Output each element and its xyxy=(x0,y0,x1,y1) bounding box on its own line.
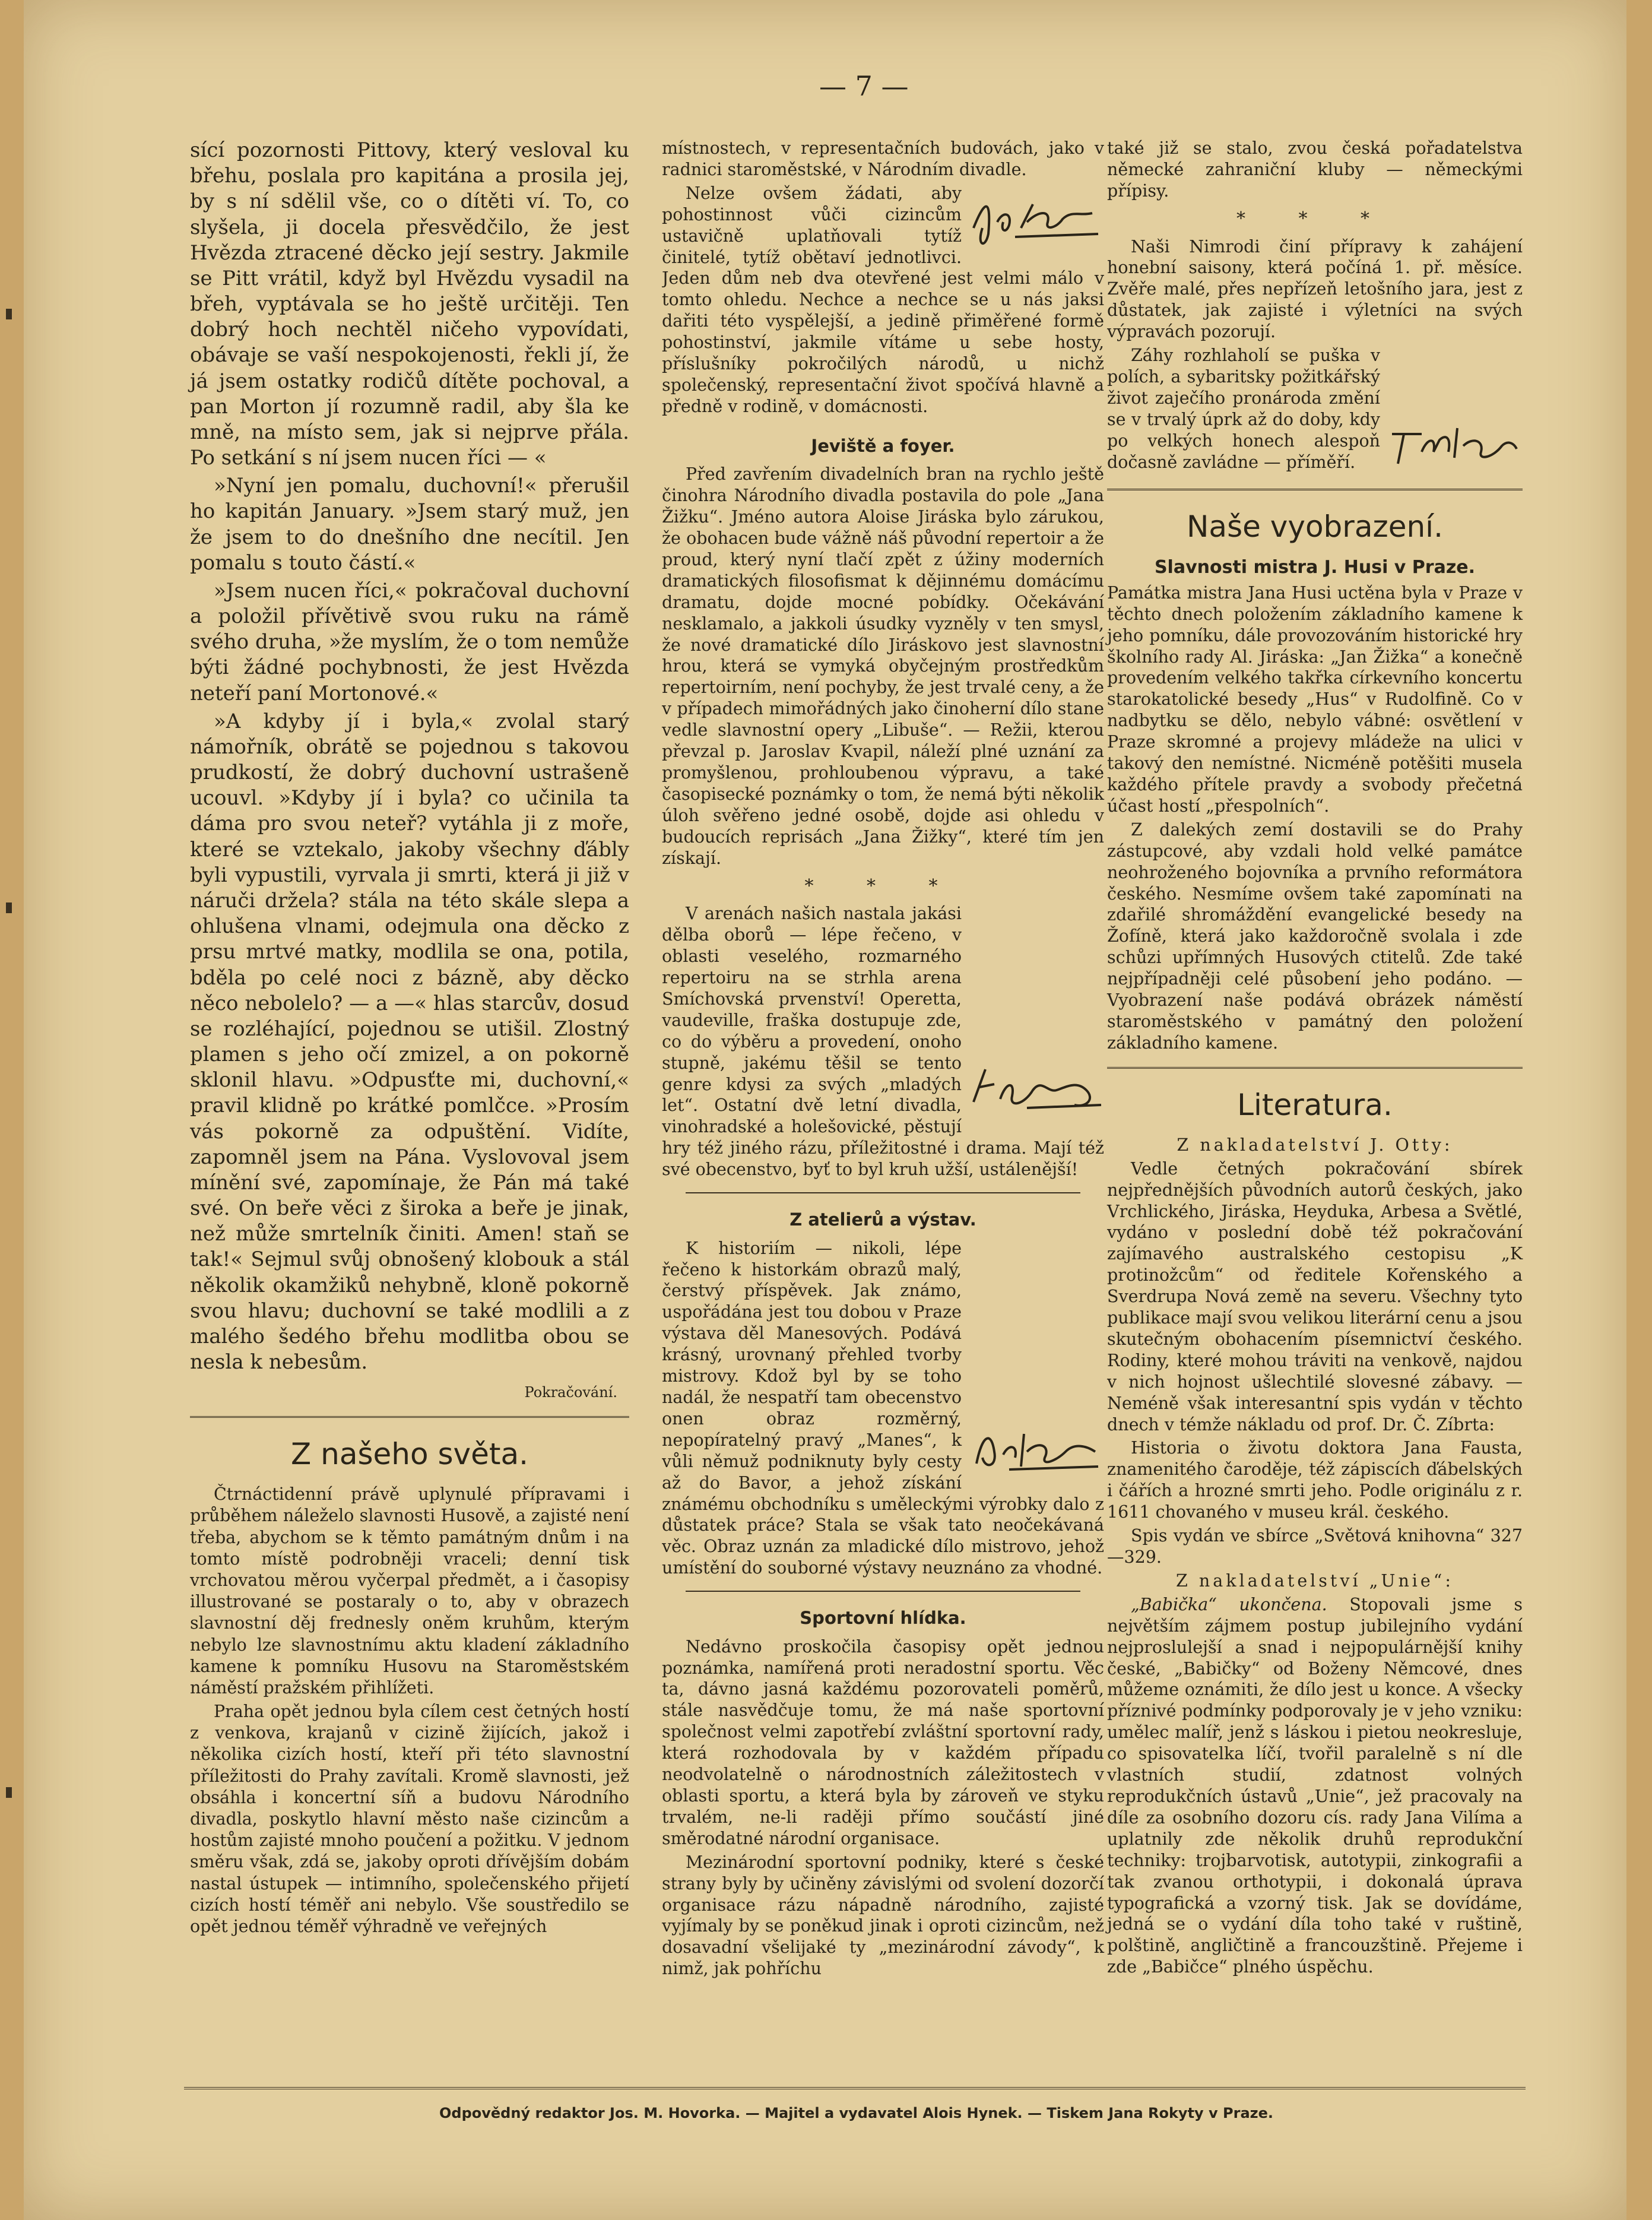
column-2 xyxy=(662,138,1104,1982)
article-paragraph: Spis vydán ve sbírce „Světová knihovna“ 327—329. xyxy=(1107,1526,1523,1567)
article-paragraph: V arenách našich nastala jakási dělba oborů — lépe řečeno, v oblasti veselého, rozmarného repertoiru na se strhla arena Smíchovská prvenství! Operetta, vaudeville, fraška dostupuje zde, co do výběru a provedení, onoho stupně, jakému těšil se tento genre kdysi za svých „mladých let“. Ostatní dvě letní divadla, vinohradské a holešovické, pěstují hry též jiného rázu, příležitostné i drama. Mají též své obecenstvo, byť to byl kruh užší, ustálenější! xyxy=(662,904,1104,1180)
handwritten-signature-icon xyxy=(1386,410,1523,476)
newspaper-page xyxy=(24,0,1626,2220)
article-paragraph: Naši Nimrodi činí přípravy k zahájení honební saisony, která počíná 1. př. měsíce. Zvěře malé, přes nepřízeň letošního jara, jest z důstatek, jak zajisté i výletníci na svých výpravách pozorují. xyxy=(1107,236,1523,342)
section-divider xyxy=(686,1192,1080,1193)
story-paragraph: sící pozornosti Pittovy, který vesloval ku břehu, poslala pro kapitána a prosila jej, by s ní sdělil vše, co o dítěti ví. To, co slyšela, ji docela přesvědčilo, že jest Hvězda ztracené děcko její sestry. Jakmile se Pitt vrátil, když byl Hvězdu vysadil na břeh, vyptávala se ho ještě určitěji. Ten dobrý hoch nechtěl ničeho vypovídati, obávaje se vaší nespokojenosti, řekli jí, že já jsem ostatky rodičů dítěte pochoval, a pan Morton jí rozumně radil, aby šla ke mně, na místo sem, jak si nejprve přála. Po setkání s ní jsem nucen říci — « xyxy=(190,138,629,470)
story-paragraph: »Jsem nucen říci,« pokračoval duchovní a položil přívětivě svou ruku na rámě svého druha, »že myslím, že o tom nemůže býti žádné pochybnosti, že jest Hvězda neteří paní Mortonové.« xyxy=(190,578,629,705)
article-paragraph: Čtrnáctidenní právě uplynulé přípravami i průběhem náleželo slavnosti Husově, a zajisté není třeba, abychom se k těmto památným dnům i na tomto místě podrobněji vraceli; denní tisk vrchovatou měrou vyčerpal předmět, a i časopisy illustrované se postaraly o to, aby v obrazech slavnostní děj frednesly oněm kruhům, kterým nebylo lze slavnostnímu aktu kladení základního kamene k pomníku Husovu na Staroměstském náměstí pražském přihlížeti. xyxy=(190,1484,629,1698)
article-paragraph: K historiím — nikoli, lépe řečeno k historkám obrazů malý, čerstvý příspěvek. Jak známo, uspořádána jest tou dobou v Praze výstava děl Manesových. Podává krásný, urovnaný přehled tvorby mistrovy. Kdož byl by se toho nadál, že nespatří tam obecenstvo onen obraz rozměrný, nepopíratelný pravý „Manes“, k vůli němuž podniknuty byly cesty až do Bavor, a jehož získání známému obchodníku s uměleckými výrobky dalo z důstatek práce? Stala se však tato neočekávaná věc. Obraz uznán za mladické dílo mistrovo, jehož umístění do souborné výstavy neuznáno za vhodné. xyxy=(662,1238,1104,1578)
article-paragraph: Vedle četných pokračování sbírek nejpřednějších původních autorů českých, jako Vrchlického, Jiráska, Heyduka, Arbesa a Světlé, vydáno v poslední době též pokračování zajímavého australského cestopisu „K protinožcům“ od ředitele Kořenského a Sverdrupa Nová země na severu. Všechny tyto publikace mají svou velikou literární cenu a jsou skutečným obohacením písemnictví českého. Rodiny, které mohou tráviti na venkově, najdou v nich hojnost ušlechtilé slovesné zábavy. — Neméně však interesantní spis vydán v těchto dnech v témže nákladu od prof. Dr. Č. Zíbrta: xyxy=(1107,1158,1523,1434)
article-paragraph: Z dalekých zemí dostavili se do Prahy zástupcové, aby vzdali hold velké památce neohroženého bojovníka a prvního reformátora českého. Nesmíme ovšem také zapomínati na zdařilé shromáždění evangelické besedy na Žofíně, která jako každoročně svolala i zde schůzi upřímných Husových ctitelů. Zde také nejpřípadněji celé působení jeho podáno. — Vyobrazení naše podává obrázek náměstí staroměstského v památný den položení základního kamene. xyxy=(1107,819,1523,1053)
article-paragraph: Před zavřením divadelních bran na rychlo ještě činohra Národního divadla postavila do pole „Jana Žižku“. Jméno autora Aloise Jiráska bylo zárukou, že obohacen bude vážně náš původní repertoir a že proud, který nyní tlačí zpět z úžiny moderních dramatických filosofismat k dějinnému domácímu dramatu, dojde mocné pobídky. Očekávání nesklamalo, a jakkoli úsudky vyzněly v ten smysl, že nové dramatické dílo Jiráskovo jest slavnostní hrou, která se vymyká obyčejným prostředkům repertoirním, není pochyby, že jest trvalé ceny, a že v případech mimořádných jako činoherní dílo stane vedle slavnostní opery „Libuše“. — Režii, kterou převzal p. Jaroslav Kvapil, náleží plné uznání za promyšlenou, prohloubenou výpravu, a také časopisecké poznámky o tom, že nemá býti několik úloh svěřeno jedné osobě, dojde asi ohledu v budoucích reprisách „Jana Žižky“, které tím jen získají. xyxy=(662,464,1104,868)
section-title-z-atelieru: Z atelierů a výstav. xyxy=(789,1209,976,1230)
paragraph-with-signature xyxy=(1107,345,1523,476)
section-title-sportovni-hlidka: Sportovní hlídka. xyxy=(800,1608,966,1629)
publisher-heading: Z nakladatelství „Unie“: xyxy=(1176,1570,1454,1591)
article-paragraph: také již se stalo, zvou česká pořadatelstva německé zahraniční kluby — německými přípisy. xyxy=(1107,138,1523,201)
article-paragraph: Historia o životu doktora Jana Fausta, znamenitého čaroděje, též zápiscích ďábelských i čářích a hrozné smrti jeho. Podle originálu z r. 1611 chovaného v museu král. českého. xyxy=(1107,1438,1523,1522)
page-number: — 7 — xyxy=(819,70,909,102)
column-3 xyxy=(1107,138,1523,1980)
article-paragraph: Nedávno proskočila časopisy opět jednou poznámka, namířená proti neradostní sportu. Věc ta, dávno jasná každému pozorovateli poměrů, stále nasvědčuje tomu, že má naše sportovní společnost velmi zapotřebí zvláštní sportovní rady, která rozhodovala by v každém případu neodvolatelně o národnostních záležitostech v oblasti sportu, a která byla by zároveň ve styku trvalém, ne-li raději přímo součástí jiné směrodatné národní organisace. xyxy=(662,1636,1104,1848)
column-1 xyxy=(190,138,629,1940)
article-paragraph: Nelze ovšem žádati, aby pohostinnost vůči cizincům ustavičně uplatňovali tytíž činitelé, tytíž obětaví jednotlivci. Jeden dům neb dva otevřené jest velmi málo v tomto ohledu. Nechce a nechce se u nás jaksi dařiti této vyspělejší, a jedině přiměřené formě pohostinství, jakmile vítáme u sebe hosty, příslušníky pokročilých národů, u nichž společenský, representační život spočívá hlavně a předně v rodině, v domácnosti. xyxy=(662,183,1104,416)
edge-mark xyxy=(6,1787,12,1798)
story-paragraph: »Nyní jen pomalu, duchovní!« přerušil ho kapitán January. »Jsem starý muž, jen že jsem to do dnešního dne necítil. Jen pomalu s touto částí.« xyxy=(190,474,629,575)
separator-stars: * * * xyxy=(1236,208,1394,229)
section-title-nase-vyobrazeni: Naše vyobrazení. xyxy=(1187,509,1443,544)
article-lead: „Babička“ ukončena. xyxy=(1131,1594,1327,1614)
continued-note: Pokračování. xyxy=(524,1384,617,1401)
edge-mark xyxy=(6,902,12,913)
paragraph-with-signature xyxy=(662,903,1104,1183)
section-divider xyxy=(1107,1067,1523,1069)
subsection-title: Slavnosti mistra J. Husi v Praze. xyxy=(1154,557,1476,578)
section-divider xyxy=(686,1591,1080,1592)
article-paragraph: Záhy rozhlaholí se puška v polích, a sybaritsky požitkářský život zaječího pronároda změní se v trvalý úprk až do doby, kdy po velkých honech alespoň dočasně zavládne — příměří. xyxy=(1107,346,1380,472)
article-paragraph: Památka mistra Jana Husi uctěna byla v Praze v těchto dnech položením základního kamene k jeho pomníku, dále provozováním historické hry školního rady Al. Jiráska: „Jan Žižka“ a konečně provedením velkého takřka církevního koncertu starokatolické besedy „Hus“ v Rudolfině. Co v nadbytku se dělo, nebylo vábné: osvětlení v Praze skromné a projevy mládeže na ulici v takový den nemístné. Nicméně potěšiti musela každého přítele pravdy a svobody přečetná účast hostí „přespolních“. xyxy=(1107,582,1523,816)
article-text: Stopovali jsme s největším zájmem postup jubilejního vydání nejproslulejší a snad i nejpopulárnější knihy české, „Babičky“ od Boženy Němcové, dnes můžeme oznámiti, že dílo jest u konce. A všecky příznivé podmínky podporovaly je v jeho vzniku: umělec malíř, jenž s láskou i pietou neokresluje, co spisovatelka líčí, tvořil paralelně s ní dle vlastních studií, zdatnost volných reprodukčních ústavů „Unie“, jež pracovaly na díle za osobního dozoru cís. rady Jana Vilíma a uplatnily zde několik druhů reprodukční techniky: trojbarvotisk, autotypii, zinkografii a tak zvanou orthotypii, i dokonalá úprava typografická a vzorný tisk. Jak se dovídáme, jedná se o vydání díla toho také v ruštině, polštině, angličtině a francouzštině. Přejeme i zde „Babičce“ plného úspěchu. xyxy=(1107,1594,1523,1977)
paragraph-with-signature xyxy=(662,1238,1104,1582)
separator-stars: * * * xyxy=(804,875,962,897)
section-title-jeviste: Jeviště a foyer. xyxy=(811,435,955,456)
edge-mark xyxy=(6,309,12,319)
publisher-heading: Z nakladatelství J. Otty: xyxy=(1177,1135,1453,1155)
imprint-footer: Odpovědný redaktor Jos. M. Hovorka. — Majitel a vydavatel Alois Hynek. — Tiskem Jana Rokyty v Praze. xyxy=(439,2105,1274,2121)
paragraph-with-signature xyxy=(662,183,1104,420)
handwritten-signature-icon xyxy=(968,186,1104,252)
article-paragraph xyxy=(1107,1594,1523,1978)
story-paragraph: »A kdyby jí i byla,« zvolal starý námořník, obrátě se pojednou s takovou prudkostí, že dobrý duchovní ustrašeně ucouvl. »Kdyby jí i byla? co učinila ta dáma pro svou neteř? vytáhla ji z moře, které se vztekalo, jakoby všechny ďábly byli vypustili, vyrvala ji smrti, která ji již v náruči držela? stála na této skále slepa a ohlušena vlnami, odejmula ona děcko z prsu mrtvé matky, modlila se ona, potila, bděla po celé noci z bázně, aby děcko něco nebolelo? — a —« hlas starcův, dosud se rozléhající, pojednou se utišil. Zlostný plamen s jeho očí zmizel, a on pokorně sklonil hlavu. »Odpusťte mi, duchovní,« pravil klidně po krátké pomlčce. »Prosím vás pokorně za odpuštění. Vidíte, zapomněl jsem na Pána. Vyslovoval jsem mínění své, zapomínaje, že Pán má také své. On beře věci z široka a beře je jinak, než může smrtelník činiti. Amen! staň se tak!« Sejmul svůj obnošený klobouk a stál několik okamžiků nehybně, kloně pokorně svou hlavu; duchovní se také modlili a z malého šedého břehu modlitba obou se nesla k nebesům. xyxy=(190,709,629,1375)
handwritten-signature-icon xyxy=(968,1057,1104,1123)
section-divider xyxy=(1107,489,1523,490)
footer-divider xyxy=(184,2087,1526,2089)
section-title-z-naseho-sveta: Z našeho světa. xyxy=(291,1436,528,1471)
article-paragraph: místnostech, v representačních budovách, jako v radnici staroměstské, v Národním divadle. xyxy=(662,138,1104,179)
section-divider xyxy=(190,1416,629,1418)
section-title-literatura: Literatura. xyxy=(1237,1087,1393,1122)
article-paragraph: Mezinárodní sportovní podniky, které s české strany byly by učiněny závislými od svolení dozorčí organisace rázu nápadně národního, zajisté vyjímaly by se poněkud jinak i oproti cizincům, než dosavadní všelijaké ty „mezinárodní závody“, k nimž, jak pohříchu xyxy=(662,1852,1104,1979)
article-paragraph: Praha opět jednou byla cílem cest četných hostí z venkova, krajanů v cizině žijících, jakož i několika cizích hostí, kteří při této slavnostní příležitosti do Prahy zavítali. Kromě slavnosti, jež obsáhla i koncertní síň a budovu Národního divadla, poskytlo hlavní město naše cizincům a hostům zajisté mnoho poučení a požitku. V jednom směru však, zdá se, jakoby oproti dřívějším dobám nastal ústupek — intimního, společenského přijetí cizích hostí téměř ani nebylo. Vše soustředilo se opět jednou téměř výhradně ve veřejných xyxy=(190,1702,629,1936)
handwritten-signature-icon xyxy=(968,1416,1104,1481)
